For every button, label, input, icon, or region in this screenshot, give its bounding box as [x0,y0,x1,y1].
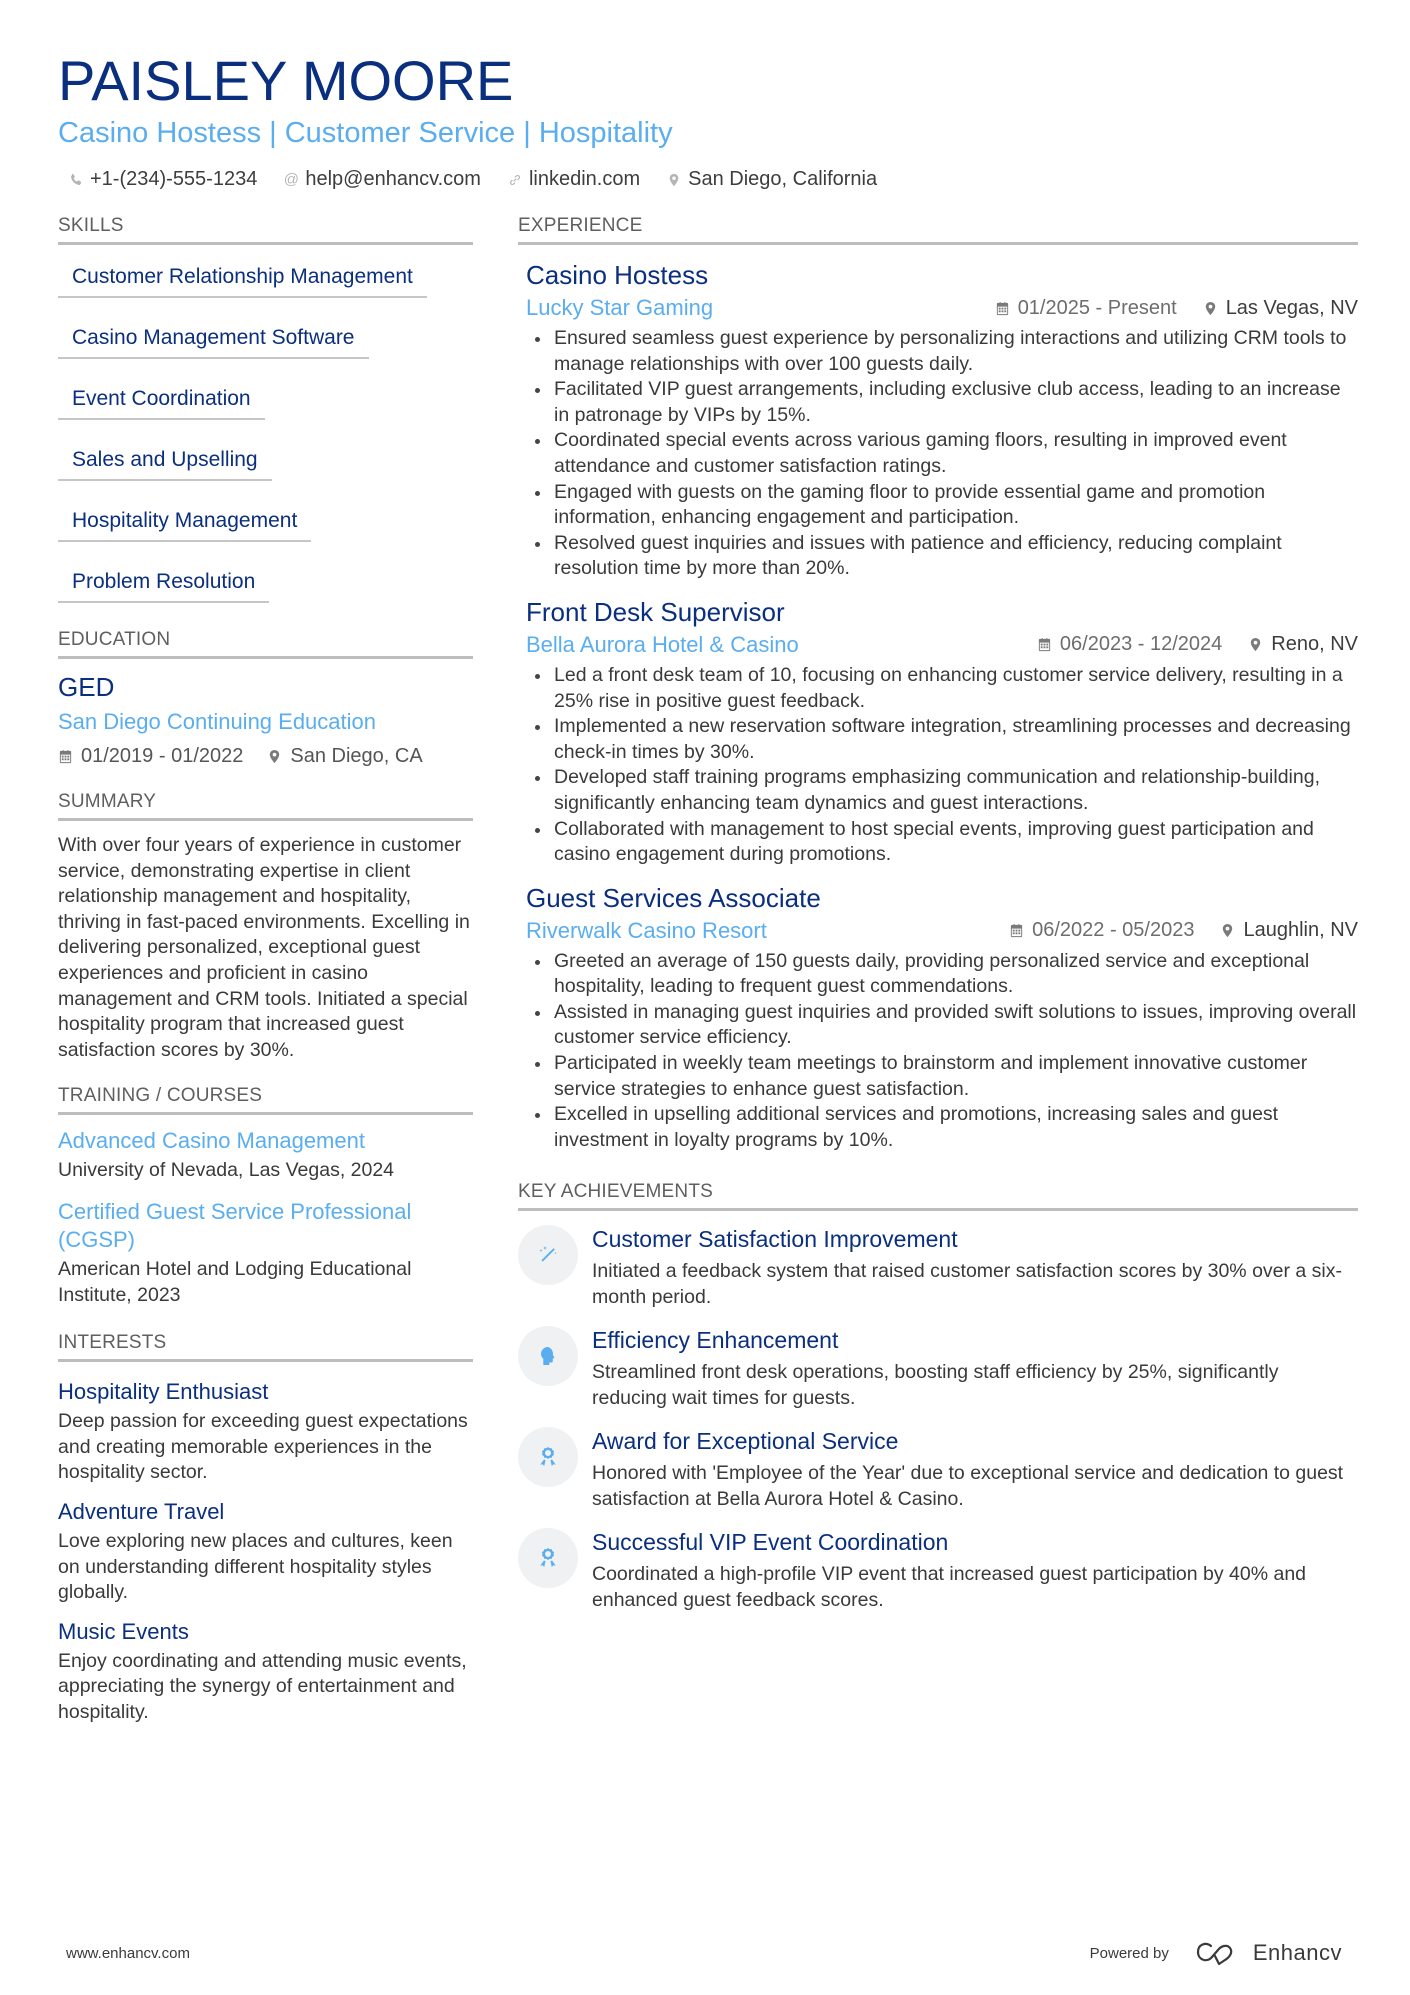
calendar-icon [995,301,1010,316]
training-item [58,1198,473,1308]
magic-wand-icon [518,1225,578,1285]
interest-item [58,1498,473,1606]
job-company: Lucky Star Gaming [526,295,714,320]
achievement-desc: Honored with 'Employee of the Year' due to exceptional service and dedication to guest satisfaction at Bella Aurora Hotel & Casino. [592,1462,1344,1511]
education-section [58,629,473,769]
job-bullet: Greeted an average of 150 guests daily, providing personalized service and exceptional hospitality, leading to frequent guest commendations. [526,949,1358,1000]
job-subheader [526,630,1358,660]
skills-section [58,215,473,603]
skills-list [58,263,473,603]
interest-item [58,1618,473,1726]
job-bullets [526,326,1358,582]
calendar-icon [1037,637,1052,652]
enhancv-logo-icon [1195,1940,1241,1966]
achievements-section [518,1181,1358,1613]
interest-desc: Enjoy coordinating and attending music events, appreciating the synergy of entertainment and hospitality. [58,1649,467,1723]
job-location [1203,297,1358,320]
job-bullet: Resolved guest inquiries and issues with patience and efficiency, reducing complaint resolution time by more than 20%. [526,531,1358,582]
job-subheader [526,916,1358,946]
achievement-desc: Coordinated a high-profile VIP event that increased guest participation by 40% and enhanced guest feedback scores. [592,1563,1307,1612]
enhancv-brand-text: Enhancv [1252,1940,1342,1965]
contact-linkedin[interactable] [507,168,640,191]
training-title: Certified Guest Service Professional (CGSP) [58,1198,412,1252]
skill-tag: Event Coordination [58,385,265,420]
interests-section [58,1332,473,1725]
location-pin-icon [1220,923,1235,938]
interest-title: Hospitality Enthusiast [58,1379,269,1405]
achievement-item [526,1326,1358,1411]
powered-by [1090,1940,1342,1966]
skill-tag: Customer Relationship Management [58,263,427,298]
job-meta [1037,633,1358,656]
location-text: San Diego, California [688,168,878,190]
enhancv-logo[interactable] [1195,1940,1342,1966]
achievement-item [526,1427,1358,1512]
skill-tag: Hospitality Management [58,507,311,542]
summary-section [58,791,473,1063]
section-title-training: TRAINING / COURSES [58,1085,473,1115]
job-location [1248,633,1358,656]
job-title: Casino Hostess [526,260,709,290]
job-dates [995,297,1177,320]
education-meta [58,743,473,769]
location-pin-icon [1203,301,1218,316]
skill-tag: Problem Resolution [58,568,269,603]
job-dates [1009,919,1194,942]
calendar-icon [58,749,73,764]
candidate-tagline: Casino Hostess | Customer Service | Hospitality [58,117,673,149]
achievement-title: Award for Exceptional Service [592,1428,899,1455]
education-school: San Diego Continuing Education [58,709,377,734]
job-bullet: Excelled in upselling additional services and promotions, increasing sales and guest investment in loyalty programs by 10%. [526,1102,1358,1153]
job-meta [1009,919,1358,942]
job-bullet: Developed staff training programs emphasizing communication and relationship-building, significantly enhancing team dynamics and guest interactions. [526,765,1358,816]
interest-title: Adventure Travel [58,1498,225,1524]
interest-item [58,1378,473,1486]
job-entry [526,596,1358,868]
job-bullet: Engaged with guests on the gaming floor to provide essential game and promotion information, enhancing engagement and participation. [526,480,1358,531]
training-section [58,1085,473,1308]
training-provider: University of Nevada, Las Vegas, 2024 [58,1159,395,1182]
education-dates-text: 01/2019 - 01/2022 [81,745,244,767]
link-icon [507,172,523,188]
location-pin-icon [666,172,682,188]
education-location [267,743,422,769]
job-location [1220,919,1358,942]
contact-location [666,168,877,191]
contact-email[interactable] [283,168,481,191]
location-pin-icon [267,749,282,764]
job-dates [1037,633,1222,656]
job-company: Riverwalk Casino Resort [526,917,767,943]
at-icon: @ [283,171,299,188]
resume-header [58,50,1358,191]
achievement-item [526,1528,1358,1613]
section-title-experience: EXPERIENCE [518,215,1358,245]
footer-website-link[interactable]: www.enhancv.com [66,1944,190,1962]
job-dates-text: 06/2023 - 12/2024 [1059,633,1223,656]
education-entry [58,671,473,769]
training-title: Advanced Casino Management [58,1128,365,1154]
job-bullets [526,949,1358,1154]
job-title: Guest Services Associate [526,882,821,913]
section-title-skills: SKILLS [58,215,473,245]
section-title-achievements: KEY ACHIEVEMENTS [518,1181,1358,1211]
phone-text: +1-(234)-555-1234 [90,168,258,190]
page-footer [66,1940,1342,1966]
job-bullet: Facilitated VIP guest arrangements, including exclusive club access, leading to an increase in patronage by VIPs by 15%. [526,377,1358,428]
job-bullet: Assisted in managing guest inquiries and provided swift solutions to issues, improving overall customer service efficiency. [526,1000,1358,1051]
interest-desc: Love exploring new places and cultures, keen on understanding different hospitality styles globally. [58,1529,453,1604]
interest-desc: Deep passion for exceeding guest expectations and creating memorable experiences in the hospitality sector. [58,1410,468,1484]
job-bullet: Ensured seamless guest experience by personalizing interactions and utilizing CRM tools to manage relationships with over 100 guests daily. [526,326,1358,377]
achievement-title: Successful VIP Event Coordination [592,1529,949,1556]
job-title: Front Desk Supervisor [526,596,785,627]
contact-list [68,168,1358,191]
job-entry [526,882,1358,1154]
achievement-title: Customer Satisfaction Improvement [592,1226,958,1253]
achievement-title: Efficiency Enhancement [592,1327,839,1354]
job-entry [526,259,1358,582]
email-text[interactable]: help@enhancv.com [305,168,481,190]
skill-tag: Casino Management Software [58,324,369,359]
section-title-interests: INTERESTS [58,1332,473,1362]
job-bullet: Collaborated with management to host special events, improving guest participation and casino engagement during promotions. [526,817,1358,868]
job-company: Bella Aurora Hotel & Casino [526,631,799,657]
job-dates-text: 01/2025 - Present [1017,296,1177,319]
job-location-text: Reno, NV [1271,633,1358,656]
job-location-text: Laughlin, NV [1243,919,1358,942]
location-pin-icon [1248,637,1263,652]
job-bullet: Participated in weekly team meetings to brainstorm and implement innovative customer service strategies to enhance guest satisfaction. [526,1051,1358,1102]
achievement-desc: Streamlined front desk operations, boosting staff efficiency by 25%, significantly reducing wait times for guests. [592,1361,1279,1410]
job-bullets [526,663,1358,868]
candidate-name: PAISLEY MOORE [58,49,514,112]
job-meta [995,297,1358,320]
job-location-text: Las Vegas, NV [1225,296,1358,319]
head-lightbulb-icon [518,1326,578,1386]
section-title-summary: SUMMARY [58,791,473,821]
award-ribbon-icon [518,1427,578,1487]
job-subheader [526,293,1358,323]
achievement-item [526,1225,1358,1310]
interest-title: Music Events [58,1618,189,1644]
education-dates [58,743,243,769]
calendar-icon [1009,923,1024,938]
education-degree: GED [58,672,115,702]
award-ribbon-icon [518,1528,578,1588]
right-column [518,215,1358,1629]
training-item [58,1127,473,1184]
section-title-education: EDUCATION [58,629,473,659]
job-bullet: Led a front desk team of 10, focusing on enhancing customer service delivery, resulting in a 25% rise in positive guest feedback. [526,663,1358,714]
education-location-text: San Diego, CA [290,745,423,767]
job-bullet: Implemented a new reservation software integration, streamlining processes and decreasing check-in times by 30%. [526,714,1358,765]
contact-phone [68,168,257,191]
powered-by-label: Powered by [1089,1944,1169,1962]
linkedin-text[interactable]: linkedin.com [528,168,641,190]
job-dates-text: 06/2022 - 05/2023 [1032,919,1195,942]
skill-tag: Sales and Upselling [58,446,272,481]
achievement-desc: Initiated a feedback system that raised customer satisfaction scores by 30% over a six-month period. [592,1260,1343,1309]
summary-text: With over four years of experience in customer service, demonstrating expertise in client relationship management and hospitality, thriving in fast-paced environments. Excelling in delivering personalized, exceptional guest experiences and proficient in casino management and CRM tools. Initiated a special hospitality program that increased guest satisfaction scores by 30%. [58,834,470,1061]
left-column [58,215,473,1725]
experience-section [518,215,1358,1153]
phone-icon [68,172,84,188]
job-bullet: Coordinated special events across various gaming floors, resulting in improved event attendance and customer satisfaction ratings. [526,428,1358,479]
training-provider: American Hotel and Lodging Educational Institute, 2023 [58,1257,412,1306]
achievements-list [526,1225,1358,1613]
